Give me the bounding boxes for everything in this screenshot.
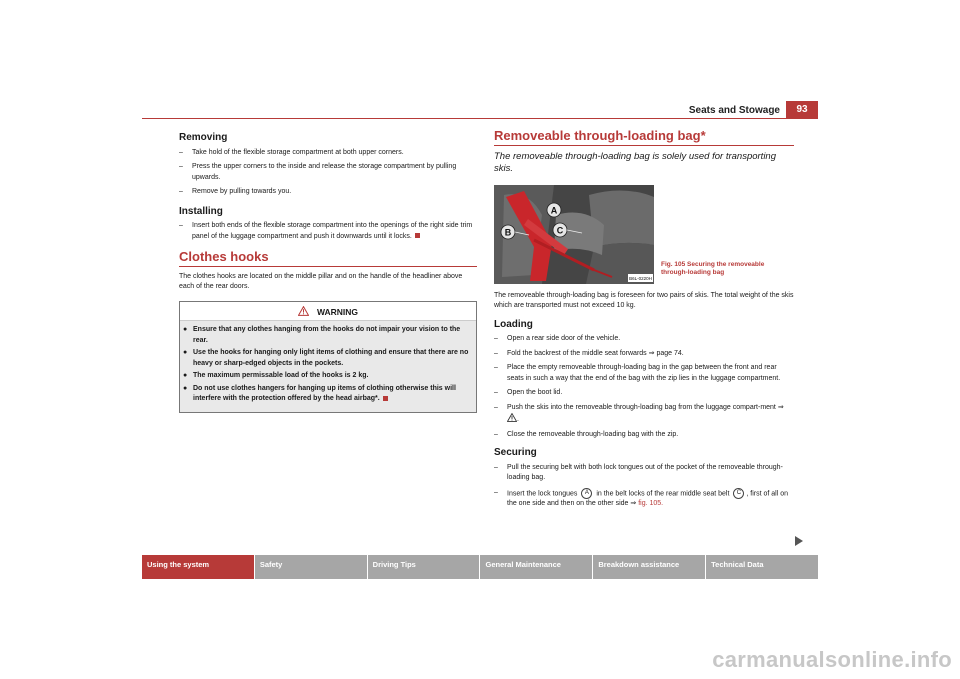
left-column [179, 131, 477, 413]
tab-general-maintenance[interactable]: General Maintenance [480, 555, 592, 579]
securing-step: – Insert the lock tongues A in the belt locks of the rear middle seat belt C , first of all on the one side and then on the other side ⇒ fig. 105. [494, 488, 789, 508]
figure-label-c: C [556, 225, 564, 235]
loading-step: – Open a rear side door of the vehicle. [494, 335, 621, 342]
watermark: carmanualsonline.info [712, 647, 952, 672]
installing-step: – Insert both ends of the flexible storage compartment into the openings of the right side trim panel of the luggage compartment and push it downwards until it locks. [179, 222, 473, 240]
section-lead: The removeable through-loading bag is solely used for transporting skis. [494, 150, 776, 174]
warning-item: ● The maximum permissable load of the hooks is 2 kg. [183, 372, 369, 379]
tab-driving-tips[interactable]: Driving Tips [368, 555, 480, 579]
page-reference-link[interactable]: page 74. [656, 349, 684, 357]
tag-a: A [581, 488, 592, 499]
removing-step: – Remove by pulling towards you. [179, 188, 292, 195]
figure-reference-link[interactable]: fig. 105. [638, 500, 664, 508]
securing-step: – Pull the securing belt with both lock tongues out of the pocket of the removeable through-loading bag. [494, 463, 783, 481]
loading-step: – Place the empty removeable through-loading bag in the gap between the front and rear seats in such a way that the end of the bag with the zip lies in the luggage compartment. [494, 364, 781, 382]
tab-using-the-system[interactable]: Using the system [142, 555, 254, 579]
right-column [494, 128, 794, 514]
next-page-arrow-icon[interactable] [795, 536, 803, 546]
warning-triangle-icon [298, 306, 309, 316]
loading-heading: Loading [494, 318, 533, 330]
figure-code: B6L-0220H [629, 275, 652, 281]
through-loading-bag-heading: Removeable through-loading bag* [494, 131, 794, 146]
warning-header [180, 302, 476, 322]
warning-title: WARNING [316, 306, 359, 317]
section-end-marker [383, 396, 388, 401]
warning-body [180, 321, 476, 412]
removing-step: – Press the upper corners to the inside and release the storage compartment by pulling upwards. [179, 163, 457, 181]
warning-triangle-icon[interactable] [507, 413, 517, 422]
loading-step: – Close the removeable through-loading bag with the zip. [494, 430, 679, 438]
securing-heading: Securing [494, 447, 537, 458]
tab-breakdown-assistance[interactable]: Breakdown assistance [593, 555, 705, 579]
loading-step: – Push the skis into the removeable through-loading bag from the luggage compart-ment ⇒ . [494, 403, 784, 423]
header-rule [142, 118, 818, 119]
warning-item: ● Use the hooks for hanging only light items of clothing and ensure that there are no heavy or sharp-edged objects in the pockets. [183, 349, 469, 367]
tab-technical-data[interactable]: Technical Data [706, 555, 818, 579]
removing-heading: Removing [179, 132, 228, 143]
loading-step: – Open the boot lid. [494, 389, 563, 396]
clothes-hooks-text: The clothes hooks are located on the middle pillar and on the handle of the headliner above each of the rear doors. [179, 272, 463, 290]
installing-heading: Installing [179, 205, 223, 217]
tab-safety[interactable]: Safety [255, 555, 367, 579]
removing-step: – Take hold of the flexible storage compartment at both upper corners. [179, 148, 404, 156]
chapter-tabs [142, 555, 818, 579]
figure-label-a: A [550, 205, 558, 215]
section-end-marker [415, 233, 420, 238]
page-number: 93 [786, 101, 818, 119]
loading-step: – Fold the backrest of the middle seat forwards ⇒ page 74. [494, 349, 684, 357]
figure-image [494, 185, 654, 284]
warning-item: ● Do not use clothes hangers for hanging up items of clothing otherwise this will interfere with the protection offered by the head airbag*. [183, 384, 456, 402]
figure-caption: Fig. 105 Securing the removeable through-loading bag [661, 260, 765, 276]
tag-c: C [733, 488, 744, 499]
figure-block [494, 181, 794, 284]
clothes-hooks-heading: Clothes hooks [179, 252, 477, 267]
warning-item: ● Ensure that any clothes hanging from the hooks do not impair your vision to the rear. [183, 326, 461, 344]
warning-box [179, 301, 477, 413]
chapter-title: Seats and Stowage [688, 105, 780, 116]
through-loading-bag-illustration [494, 185, 654, 284]
through-loading-intro: The removeable through-loading bag is foreseen for two pairs of skis. The total weight of the skis which are transported must not exceed 10 kg. [494, 291, 794, 309]
figure-label-b: B [504, 227, 512, 237]
